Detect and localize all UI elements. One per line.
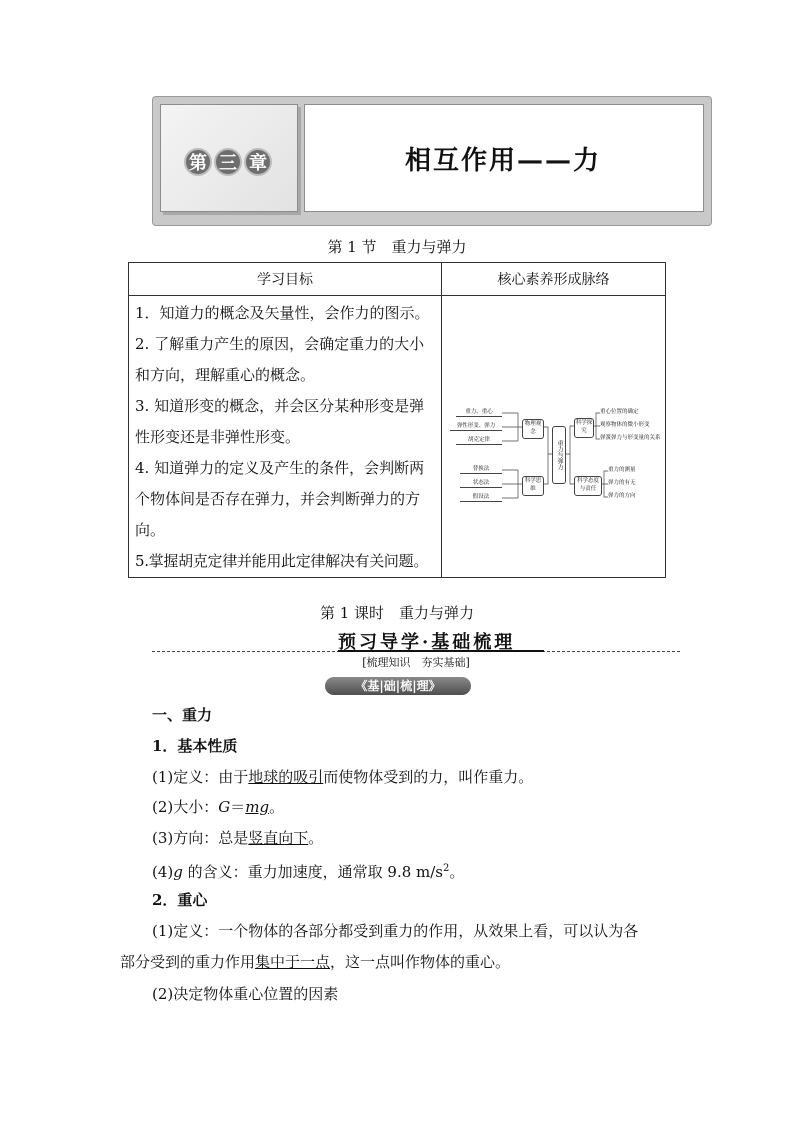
section-tag: 《基|础|梳|理》 <box>325 677 471 695</box>
goal-line: 个物体间是否存在弹力，并会判断弹力的方 <box>135 490 421 508</box>
text: 。 <box>449 863 465 881</box>
formula-var: g <box>173 863 183 881</box>
chapter-title: 相互作用——力 <box>404 146 601 176</box>
text: (3)方向：总是 <box>152 829 249 847</box>
answer-underline: mg <box>245 798 270 816</box>
text: (4) <box>152 863 174 881</box>
goal-line: 性形变还是非弹性形变。 <box>135 428 301 446</box>
preview-subtitle: [梳理知识 夯实基础] <box>362 656 470 669</box>
text: 。 <box>308 829 324 847</box>
text: 。 <box>269 798 285 816</box>
mindmap-cell <box>442 296 666 578</box>
mindmap-item: 弹簧弹力与形变量的关系 <box>600 435 661 441</box>
mindmap <box>442 296 662 577</box>
mindmap-item: 替换法 <box>460 466 502 474</box>
goals-list-cell <box>129 296 442 578</box>
preview-title: 预习导学·基础梳理 <box>338 632 516 653</box>
chapter-badge-char: 第 <box>184 148 212 176</box>
heading-gravity: 一、重力 <box>152 706 213 724</box>
mindmap-item: 重力、重心 <box>456 409 502 417</box>
mindmap-item: 状态法 <box>460 480 502 488</box>
mindmap-box: 科学态度与责任 <box>574 476 602 496</box>
formula-var: G <box>218 798 231 816</box>
mindmap-box: 科学思维 <box>522 476 544 496</box>
goal-line: 2. 了解重力产生的原因，会确定重力的大小 <box>135 335 425 353</box>
section-title: 第 1 节 重力与弹力 <box>327 238 467 256</box>
answer-underline: 竖直向下 <box>248 829 309 847</box>
lesson-title: 第 1 课时 重力与弹力 <box>319 604 475 622</box>
text: 的含义：重力加速度，通常取 9.8 m/s <box>182 863 443 881</box>
answer-underline: 集中于一点 <box>255 953 331 971</box>
paragraph-direction <box>152 828 323 848</box>
text: ＝ <box>230 798 246 816</box>
mindmap-box: 物理观念 <box>522 419 544 439</box>
superscript: 2 <box>443 863 450 874</box>
goal-line: 5.掌握胡克定律并能用此定律解决有关问题。 <box>135 552 429 570</box>
mindmap-center: 重力与弹力 <box>552 426 566 484</box>
paragraph-size <box>152 797 284 817</box>
goals-header-right: 核心素养形成脉络 <box>442 263 666 296</box>
chapter-badge-char: 章 <box>244 148 272 176</box>
text: 而使物体受到的力，叫作重力。 <box>323 768 534 786</box>
mindmap-item: 弹力的有无 <box>608 480 636 486</box>
mindmap-item: 假设法 <box>460 494 502 502</box>
paragraph-g-meaning <box>152 859 464 882</box>
mindmap-box: 科学探究 <box>574 418 594 438</box>
goal-line: 和方向，理解重心的概念。 <box>135 366 316 384</box>
paragraph-cg-definition-line1: (1)定义：一个物体的各部分都受到重力的作用，从效果上看，可以认为各 <box>152 922 639 940</box>
mindmap-item: 弹力的方向 <box>608 493 636 499</box>
paragraph-cg-factors: (2)决定物体重心位置的因素 <box>152 985 339 1003</box>
goals-header-left: 学习目标 <box>129 263 442 296</box>
mindmap-item: 重力的测量 <box>608 467 636 473</box>
goal-line: 1．知道力的概念及矢量性，会作力的图示。 <box>135 304 430 322</box>
goal-line: 向。 <box>135 521 166 539</box>
heading-basic-properties: 1．基本性质 <box>152 737 238 755</box>
chapter-badge-char: 三 <box>214 148 242 176</box>
mindmap-item: 弹性形变、弹力 <box>450 423 502 431</box>
answer-underline: 地球的吸引 <box>248 768 324 786</box>
goal-line: 3. 知道形变的概念，并会区分某种形变是弹 <box>135 397 425 415</box>
text: (1)定义：由于 <box>152 768 249 786</box>
text: 部分受到的重力作用 <box>120 953 256 971</box>
paragraph-definition <box>152 767 533 787</box>
paragraph-cg-definition-line2 <box>120 952 510 972</box>
mindmap-item: 胡克定律 <box>456 437 502 445</box>
chapter-badge <box>184 148 272 176</box>
mindmap-item: 重心位置的确定 <box>600 409 639 415</box>
heading-center-of-gravity: 2．重心 <box>152 891 208 909</box>
mindmap-item: 观察物体的微小形变 <box>600 422 650 428</box>
text: ，这一点叫作物体的重心。 <box>330 953 511 971</box>
goals-table <box>128 262 666 578</box>
text: (2)大小： <box>152 798 219 816</box>
goal-line: 4. 知道弹力的定义及产生的条件，会判断两 <box>135 459 425 477</box>
